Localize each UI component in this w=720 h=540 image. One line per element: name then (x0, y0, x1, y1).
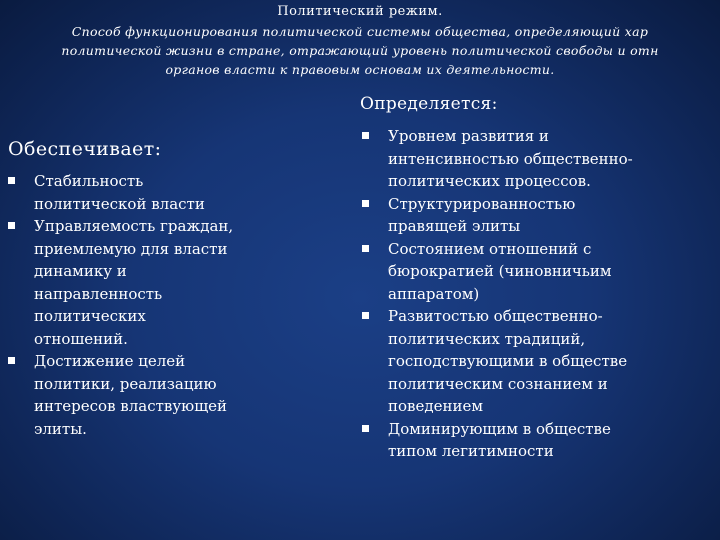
list-item-line: политических традиций, (388, 329, 586, 348)
square-bullet-icon (362, 200, 369, 207)
list-item-line: Состоянием отношений с (388, 239, 592, 258)
list-item (362, 125, 692, 193)
list-item-line: интересов властвующей (34, 397, 228, 415)
list-item-line: аппаратом) (388, 284, 480, 303)
list-item-line: типом легитимности (388, 442, 554, 460)
definition-text (0, 22, 720, 80)
square-bullet-icon (362, 132, 369, 139)
list-item-line: Структурированностью (388, 194, 576, 213)
square-bullet-icon (8, 357, 15, 364)
list-item-line: правящей элиты (388, 217, 521, 235)
list-item-line: приемлемую для власти (34, 239, 228, 258)
definition-line: Способ функционирования политической системы общества, определяющий хар (71, 24, 649, 39)
square-bullet-icon (8, 222, 15, 229)
provides-list (8, 170, 268, 440)
list-item (362, 418, 692, 463)
list-item-line: Достижение целей (34, 352, 186, 370)
list-item-line: Уровнем развития и (388, 127, 549, 145)
list-item (8, 170, 268, 215)
provides-heading: Обеспечивает: (8, 138, 162, 160)
list-item-line: динамику и (34, 262, 127, 280)
list-item-line: элиты. (34, 419, 87, 438)
list-item-line: поведением (388, 397, 484, 415)
square-bullet-icon (362, 425, 369, 432)
list-item-line: политическим сознанием и (388, 374, 608, 393)
list-item-line: направленность (34, 284, 163, 303)
definition-line: органов власти к правовым основам их деятельности. (165, 62, 555, 77)
determined-by-list (362, 125, 692, 463)
list-item-line: политической власти (34, 194, 205, 213)
slide-title: Политический режим. (277, 4, 443, 19)
determined-by-heading: Определяется: (360, 94, 498, 114)
list-item-line: политики, реализацию (34, 374, 217, 393)
square-bullet-icon (362, 312, 369, 319)
square-bullet-icon (362, 245, 369, 252)
definition-line: политической жизни в стране, отражающий уровень политической свободы и отн (61, 43, 659, 58)
list-item-line: отношений. (34, 329, 128, 348)
list-item-line: интенсивностью общественно- (388, 149, 633, 168)
list-item-line: политических процессов. (388, 172, 591, 190)
list-item-line: Развитостью общественно- (388, 307, 603, 325)
list-item (8, 350, 268, 440)
list-item (362, 238, 692, 306)
list-item-line: Управляемость граждан, (34, 217, 234, 235)
list-item-line: политических (34, 307, 146, 325)
list-item (362, 193, 692, 238)
list-item-line: Стабильность (34, 172, 144, 190)
list-item (8, 215, 268, 350)
list-item-line: бюрократией (чиновничьим (388, 262, 612, 280)
list-item-line: Доминирующим в обществе (388, 419, 611, 438)
list-item (362, 305, 692, 418)
square-bullet-icon (8, 177, 15, 184)
list-item-line: господствующими в обществе (388, 352, 628, 370)
